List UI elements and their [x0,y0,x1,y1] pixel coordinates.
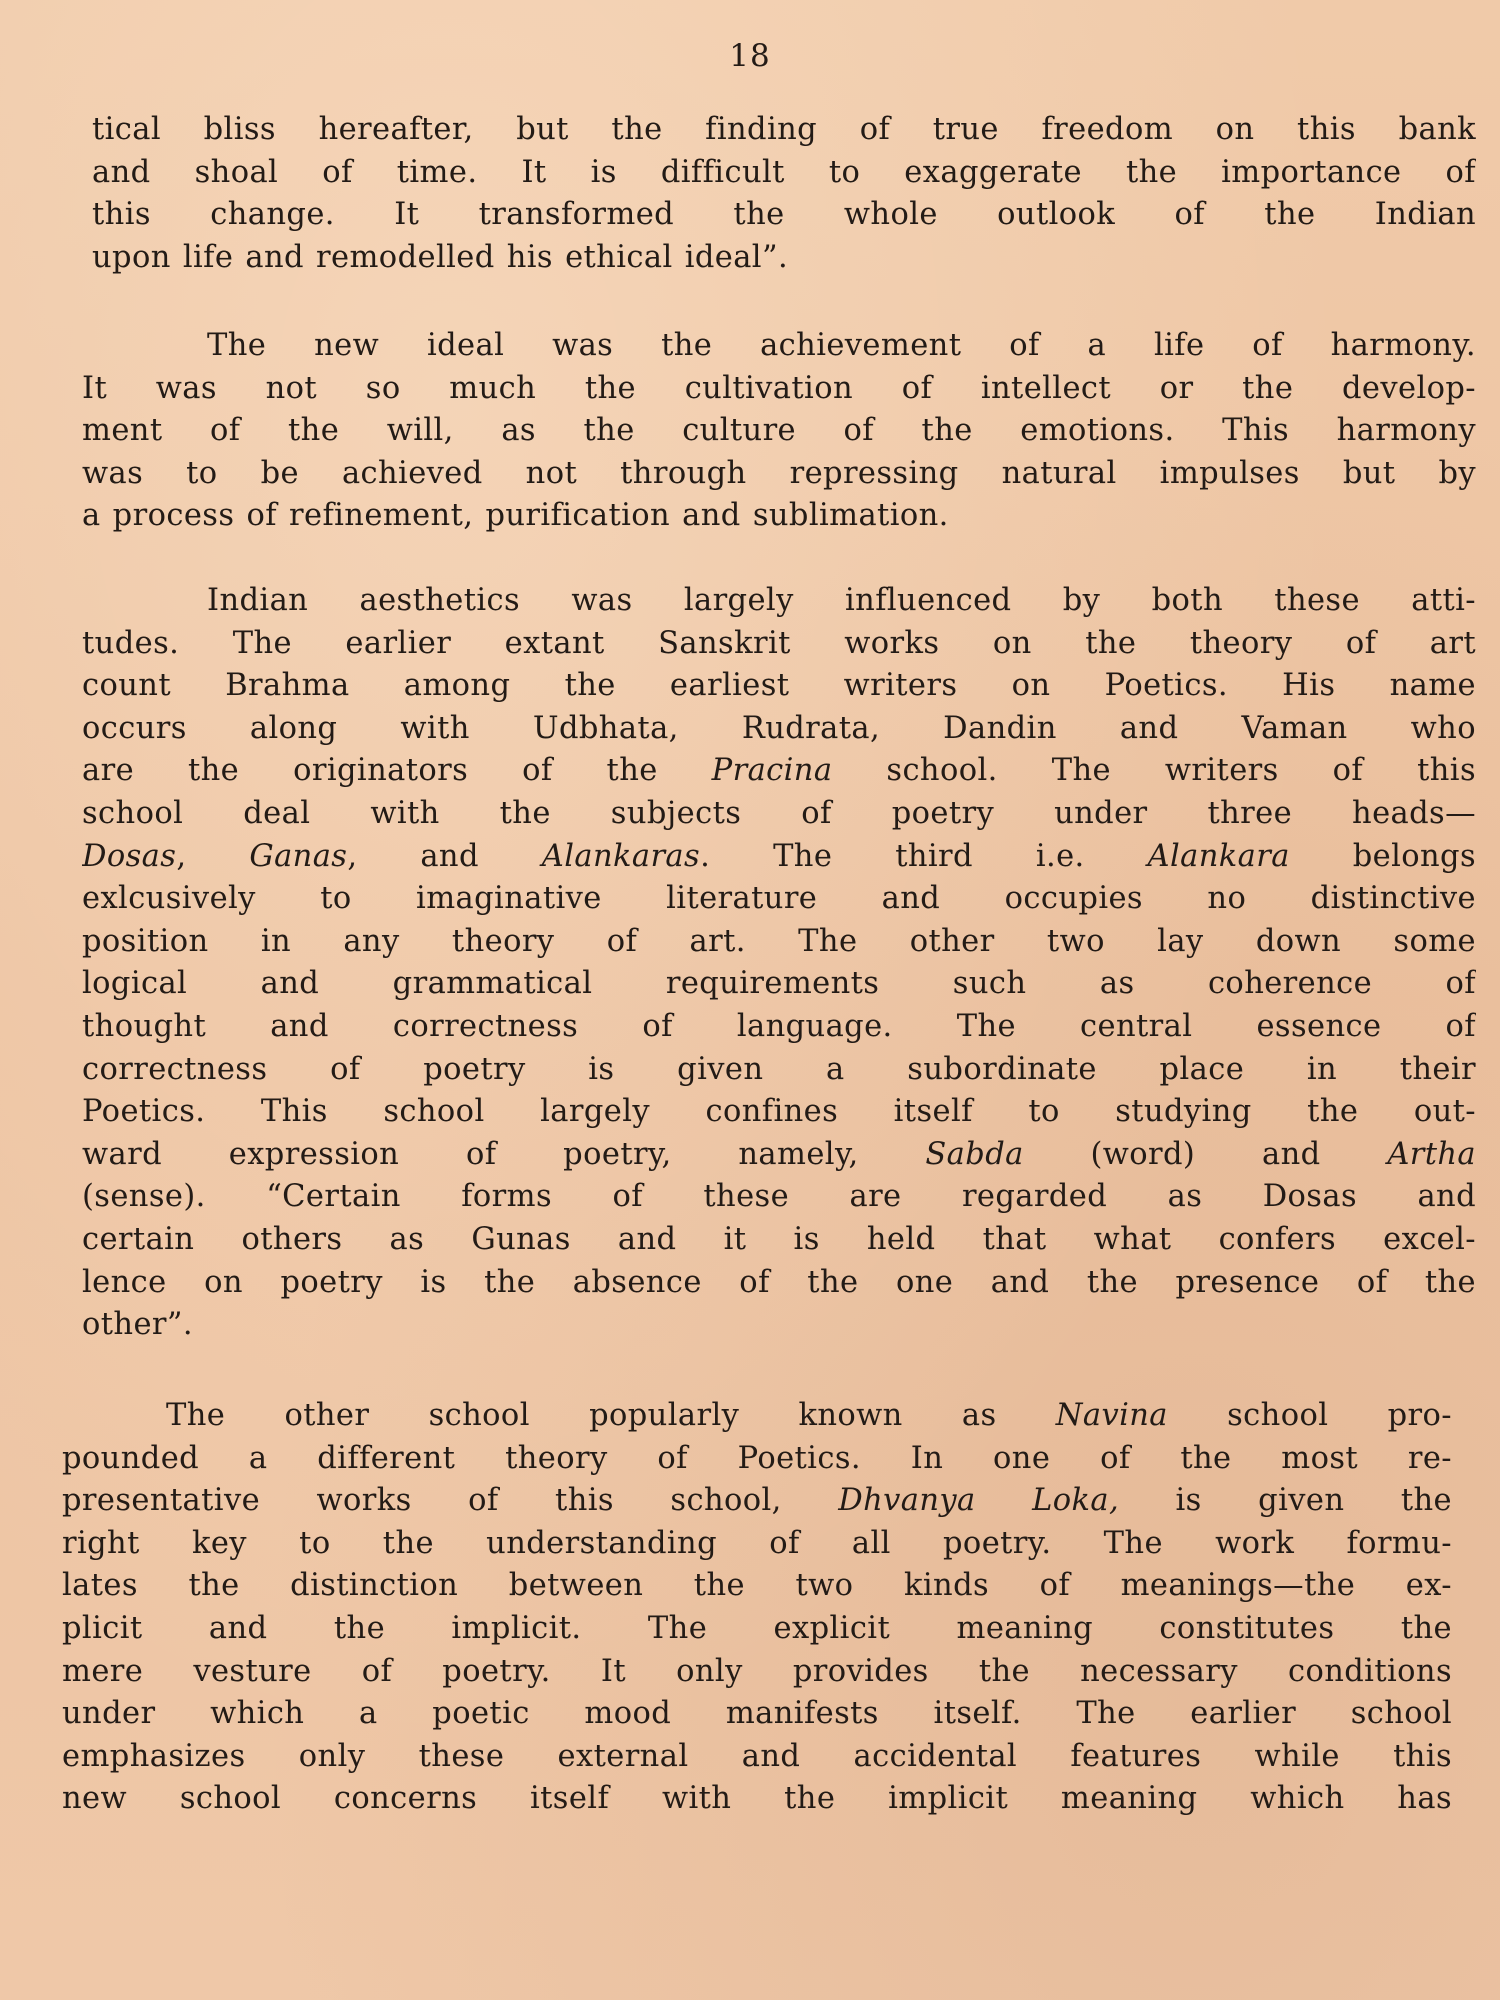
text-line: other”. [82,1307,193,1343]
text-line: upon life and remodelled his ethical ideal”. [92,239,789,275]
paragraph-1 [92,109,1476,279]
paragraph-3 [82,580,1476,1347]
paragraph-2 [82,325,1476,538]
text-line: Indian aesthetics was largely influenced by both these atti- [207,583,1476,618]
text-line: plicit and the implicit. The explicit meaning constitutes the [62,1610,1452,1646]
text-line: this change. It transformed the whole outlook of the Indian [92,197,1476,233]
text-line: school deal with the subjects of poetry under three heads— [82,795,1476,831]
paragraph-4 [62,1395,1452,1821]
text-line: exlcusively to imaginative literature and occupies no distinctive [82,881,1476,917]
text-line: position in any theory of art. The other two lay down some [82,923,1476,959]
text-line: mere vesture of poetry. It only provides the necessary conditions [62,1653,1452,1689]
text-line: correctness of poetry is given a subordinate place in their [82,1051,1476,1087]
text-line: and shoal of time. It is difficult to exaggerate the importance of [92,154,1476,190]
text-line: The other school popularly known as Navina school pro- [166,1398,1452,1433]
text-line: are the originators of the Pracina school. The writers of this [82,753,1476,789]
text-line: was to be achieved not through repressing natural impulses but by [82,455,1476,491]
text-line: right key to the understanding of all poetry. The work formu- [62,1525,1452,1561]
text-line: thought and correctness of language. The central essence of [82,1008,1476,1044]
text-line: under which a poetic mood manifests itself. The earlier school [62,1696,1452,1732]
text-line: (sense). “Certain forms of these are regarded as Dosas and [82,1179,1476,1215]
text-line: lates the distinction between the two kinds of meanings—the ex- [62,1568,1452,1604]
text-line: lence on poetry is the absence of the one and the presence of the [82,1264,1476,1300]
text-line: ment of the will, as the culture of the emotions. This harmony [82,413,1476,449]
text-line: a process of refinement, purification and sublimation. [82,498,949,534]
text-line: count Brahma among the earliest writers on Poetics. His name [82,668,1476,704]
text-line: pounded a different theory of Poetics. In one of the most re- [62,1440,1452,1476]
text-line: occurs along with Udbhata, Rudrata, Dandin and Vaman who [82,710,1476,746]
text-line: certain others as Gunas and it is held that what confers excel- [82,1221,1476,1257]
text-line: logical and grammatical requirements such as coherence of [82,966,1476,1002]
text-line: The new ideal was the achievement of a life of harmony. [207,328,1476,363]
text-line: ward expression of poetry, namely, Sabda (word) and Artha [82,1136,1476,1172]
text-line: emphasizes only these external and accidental features while this [62,1738,1452,1774]
text-line: tical bliss hereafter, but the finding of true freedom on this bank [92,112,1476,147]
text-line: Dosas, Ganas, and Alankaras. The third i.e. Alankara belongs [82,838,1476,874]
text-line: tudes. The earlier extant Sanskrit works on the theory of art [82,625,1476,661]
text-line: It was not so much the cultivation of intellect or the develop- [82,370,1476,406]
page-number: 18 [729,38,771,74]
text-line: Poetics. This school largely confines itself to studying the out- [82,1094,1476,1130]
text-line: presentative works of this school, Dhvanya Loka, is given the [62,1483,1452,1519]
text-line: new school concerns itself with the implicit meaning which has [62,1781,1452,1817]
